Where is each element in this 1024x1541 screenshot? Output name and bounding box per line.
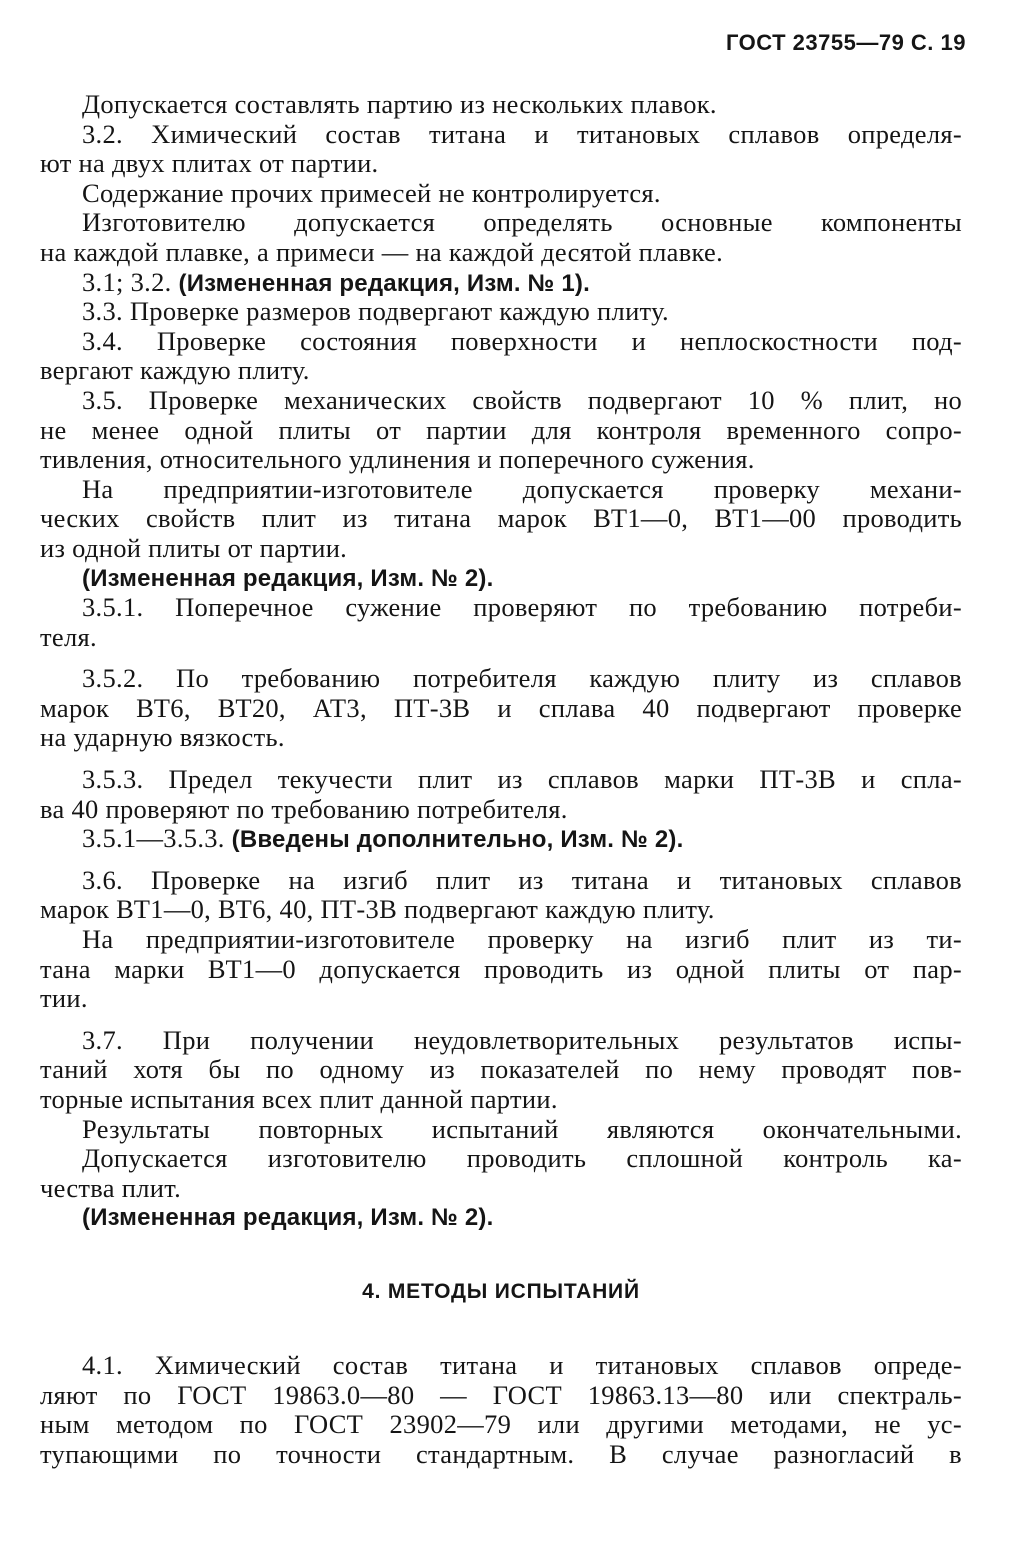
text-line: марок ВТ1—0, ВТ6, 40, ПТ-3В подвергают каждую плиту. — [40, 894, 715, 925]
text-line: тии. — [40, 983, 88, 1014]
amendment-note — [40, 268, 962, 298]
text-line: тана марки ВТ1—0 допускается проводить из одной плиты от пар- — [40, 953, 962, 984]
amendment-note: (Измененная редакция, Изм. № 2). — [82, 1204, 494, 1232]
text-line: Содержание прочих примесей не контролируется. — [82, 177, 661, 208]
text-line: 3.4. Проверке состояния поверхности и неплоскостности под- — [82, 325, 962, 356]
text-line: тупающими по точности стандартным. В случае разногласий в — [40, 1438, 962, 1469]
text-line: марок ВТ6, ВТ20, АТ3, ПТ-3В и сплава 40 подвергают проверке — [40, 692, 962, 723]
text-line: 3.5. Проверке механических свойств подвергают 10 % плит, но — [82, 384, 962, 415]
clause-ref: 3.1; 3.2. — [82, 266, 179, 297]
text-line: 3.5.2. По требованию потребителя каждую плиту из сплавов — [82, 663, 962, 694]
text-line: 3.6. Проверке на изгиб плит из титана и титановых сплавов — [82, 864, 962, 895]
text-line: таний хотя бы по одному из показателей по нему проводят пов- — [40, 1054, 962, 1085]
text-line: На предприятии-изготовителе проверку на изгиб плит из ти- — [82, 924, 962, 955]
text-line: ва 40 проверяют по требованию потребителя. — [40, 793, 568, 824]
text-line: 3.5.3. Предел текучести плит из сплавов марки ПТ-3В и спла- — [82, 764, 962, 795]
text-line: Изготовителю допускается определять основные компоненты — [82, 207, 962, 238]
document-body — [40, 90, 962, 1469]
text-line: из одной плиты от партии. — [40, 532, 348, 563]
text-line: теля. — [40, 621, 97, 652]
amendment-text: (Введены дополнительно, Изм. № 2). — [231, 826, 684, 854]
text-line: тивления, относительного удлинения и поперечного сужения. — [40, 444, 755, 475]
text-line: Допускается составлять партию из нескольких плавок. — [82, 89, 717, 119]
text-line: торные испытания всех плит данной партии. — [40, 1084, 558, 1114]
amendment-text: (Измененная редакция, Изм. № 1). — [178, 269, 590, 297]
text-line: Результаты повторных испытаний являются окончательными. — [82, 1113, 962, 1144]
text-line: на ударную вязкость. — [40, 722, 285, 753]
amendment-note: (Измененная редакция, Изм. № 2). — [82, 564, 494, 592]
text-line: ют на двух плитах от партии. — [40, 148, 379, 179]
text-line: ляют по ГОСТ 19863.0—80 — ГОСТ 19863.13—80 или спектраль- — [40, 1379, 962, 1410]
text-line: ческих свойств плит из титана марок ВТ1—0, ВТ1—00 проводить — [40, 503, 962, 534]
text-line: ным методом по ГОСТ 23902—79 или другими методами, не ус- — [40, 1409, 962, 1440]
text-line: 4.1. Химический состав титана и титановых сплавов опреде- — [82, 1349, 962, 1380]
amendment-note — [40, 824, 962, 854]
text-line: Допускается изготовителю проводить сплошной контроль ка- — [82, 1143, 962, 1174]
text-line: 3.3. Проверке размеров подвергают каждую плиту. — [82, 296, 669, 327]
text-line: не менее одной плиты от партии для контроля временного сопро- — [40, 414, 962, 445]
section-heading: 4. МЕТОДЫ ИСПЫТАНИЙ — [362, 1279, 640, 1303]
page-header: ГОСТ 23755—79 С. 19 — [725, 30, 966, 55]
text-line: 3.5.1. Поперечное сужение проверяют по требованию потреби- — [82, 592, 962, 623]
clause-ref: 3.5.1—3.5.3. — [82, 823, 232, 854]
text-line: на каждой плавке, а примеси — на каждой десятой плавке. — [40, 236, 724, 267]
text-line: На предприятии-изготовителе допускается проверку механи- — [82, 473, 962, 504]
text-line: 3.2. Химический состав титана и титановых сплавов определя- — [82, 118, 962, 149]
text-line: вергают каждую плиту. — [40, 355, 310, 386]
text-line: 3.7. При получении неудовлетворительных результатов испы- — [82, 1024, 962, 1055]
text-line: чества плит. — [40, 1172, 182, 1203]
